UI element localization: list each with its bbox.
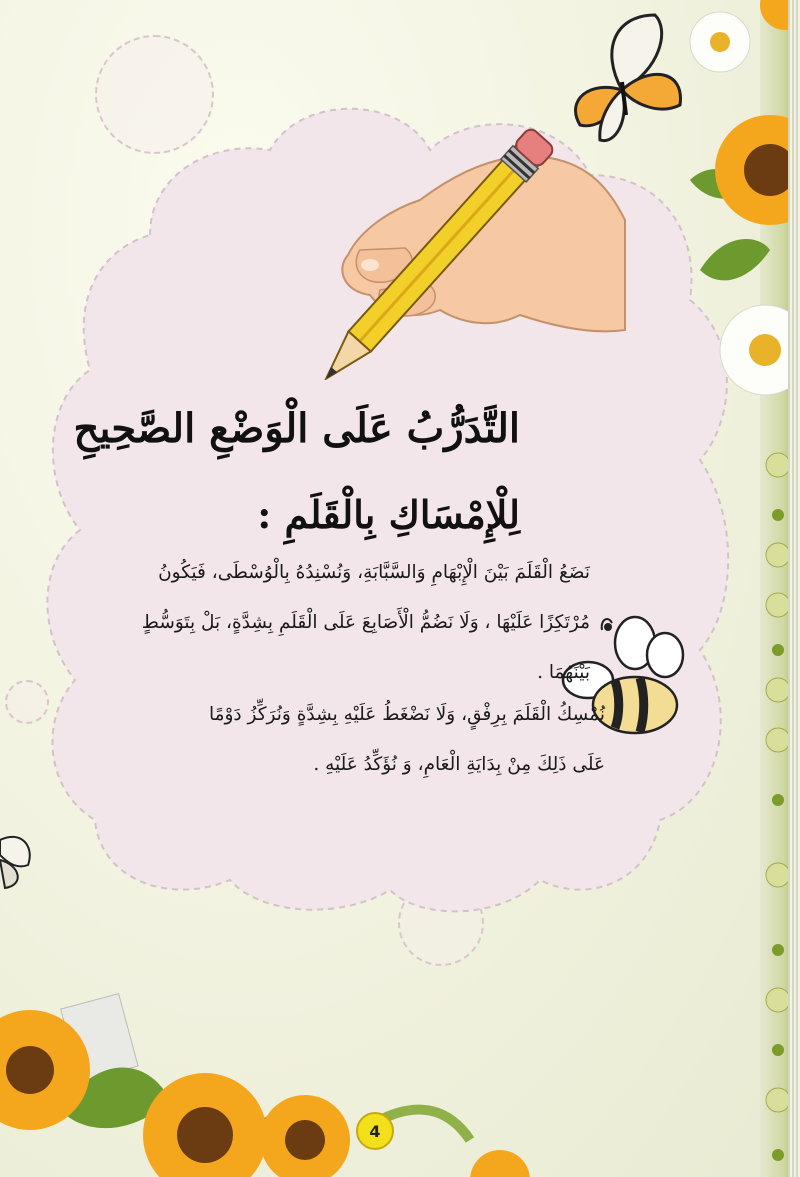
sunflower-icon — [470, 1150, 530, 1177]
floral-border — [680, 0, 800, 1177]
page-subtitle: لِلْإِمْسَاكِ بِالْقَلَمِ : — [257, 492, 520, 537]
butterfly-icon — [0, 830, 36, 890]
instruction-paragraph: نُمْسِكُ الْقَلَمَ بِرِفْقٍ، وَلَا نَضْغَطُ عَلَيْهِ بِشِدَّةٍ وَنُرَكِّزُ دَوْمًا عَلَى ذَلِكَ مِنْ بِدَايَةِ الْعَامِ، وَ نُؤَكِّدُ عَلَيْهِ . — [208, 704, 605, 775]
sunflower-icon — [260, 1095, 350, 1177]
floral-footer — [0, 990, 560, 1177]
daisy-icon — [690, 12, 750, 72]
page-title: التَّدَرُّبُ عَلَى الْوَضْعِ الصَّحِيحِ — [73, 405, 520, 452]
page-edge — [788, 0, 800, 1177]
butterfly-icon — [560, 10, 690, 150]
instruction-paragraph: نَضَعُ الْقَلَمَ بَيْنَ الْإِبْهَامِ وَالسَّبَّابَةِ، وَنُسْنِدُهُ بِالْوُسْطَى، فَيَكُونُ مُرْتَكِزًا عَلَيْهَا ، وَلَا نَضُمُّ الْأَصَابِعَ عَلَى الْقَلَمِ بِشِدَّةٍ، بَلْ بِتَوَسُّطٍ بَيْنَهُمَا . — [141, 562, 590, 683]
page-number: 4 — [356, 1112, 394, 1150]
